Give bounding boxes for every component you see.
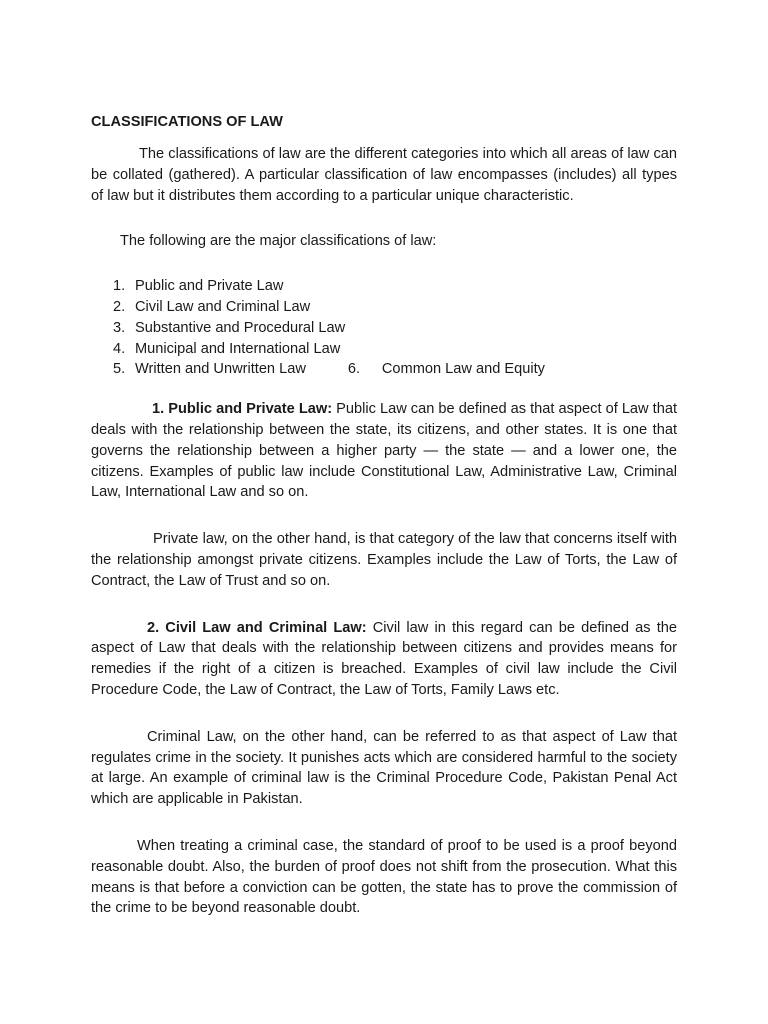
list-item-number: 5. xyxy=(113,361,126,378)
list-lead-paragraph: The following are the major classifications of law: xyxy=(120,233,437,250)
list-item-number: 6. xyxy=(347,361,361,378)
list-item-number: 3. xyxy=(113,319,126,336)
page-title: CLASSIFICATIONS OF LAW xyxy=(91,114,283,130)
list-item xyxy=(91,318,677,339)
list-item xyxy=(91,359,677,380)
list-item-text: Civil Law and Criminal Law xyxy=(135,298,311,315)
classification-list xyxy=(91,276,677,380)
section-body: Civil law in this regard can be defined as the aspect of Law that deals with the relationship between citizens and provides means for remedies if the right of a citizen is breached. Examples of civil law include the Civil Procedure Code, the Law of Contract, the Law of Torts, Family Laws etc. xyxy=(91,619,677,698)
section-heading: 2. Civil Law and Criminal Law: xyxy=(147,619,367,636)
list-item-text: Municipal and International Law xyxy=(135,340,341,357)
list-item-text: Written and Unwritten Law xyxy=(135,361,306,378)
list-item-text: Substantive and Procedural Law xyxy=(135,319,346,336)
list-item xyxy=(91,297,677,318)
private-law-paragraph: Private law, on the other hand, is that category of the law that concerns itself with the relationship amongst private citizens. Examples include the Law of Torts, the Law of Contract, the Law of Trust and so on. xyxy=(91,531,677,589)
section-public-private xyxy=(91,399,677,503)
intro-paragraph: The classifications of law are the different categories into which all areas of law can be collated (gathered). A particular classification of law encompasses (includes) all types of law but it distributes them according to a particular unique characteristic. xyxy=(91,146,677,204)
section-heading: 1. Public and Private Law: xyxy=(152,401,333,418)
list-item-number: 1. xyxy=(113,278,126,295)
list-item xyxy=(91,339,677,360)
criminal-law-paragraph: Criminal Law, on the other hand, can be referred to as that aspect of Law that regulates crime in the society. It punishes acts which are considered harmful to the society at large. An example of criminal law is the Criminal Procedure Code, Pakistan Penal Act which are applicable in Pakistan. xyxy=(91,728,677,808)
section-body: Public Law can be defined as that aspect of Law that deals with the relationship between the state, its citizens, and other states. It is one that governs the relationship between a higher party — the state — and a lower one, the citizens. Examples of public law include Constitutional Law, Administrative Law, Criminal Law, International Law and so on. xyxy=(91,401,677,501)
list-item-number: 2. xyxy=(113,298,126,315)
list-item-text: Common Law and Equity xyxy=(381,361,545,378)
document-page xyxy=(91,112,677,919)
section-civil-criminal xyxy=(91,618,677,701)
list-item xyxy=(91,276,677,297)
proof-paragraph: When treating a criminal case, the standard of proof to be used is a proof beyond reasonable doubt. Also, the burden of proof does not shift from the prosecution. What this means is that before a conviction can be gotten, the state has to prove the commission of the crime to be beyond reasonable doubt. xyxy=(91,837,677,917)
list-item-number: 4. xyxy=(113,340,126,357)
list-item-text: Public and Private Law xyxy=(135,278,284,295)
